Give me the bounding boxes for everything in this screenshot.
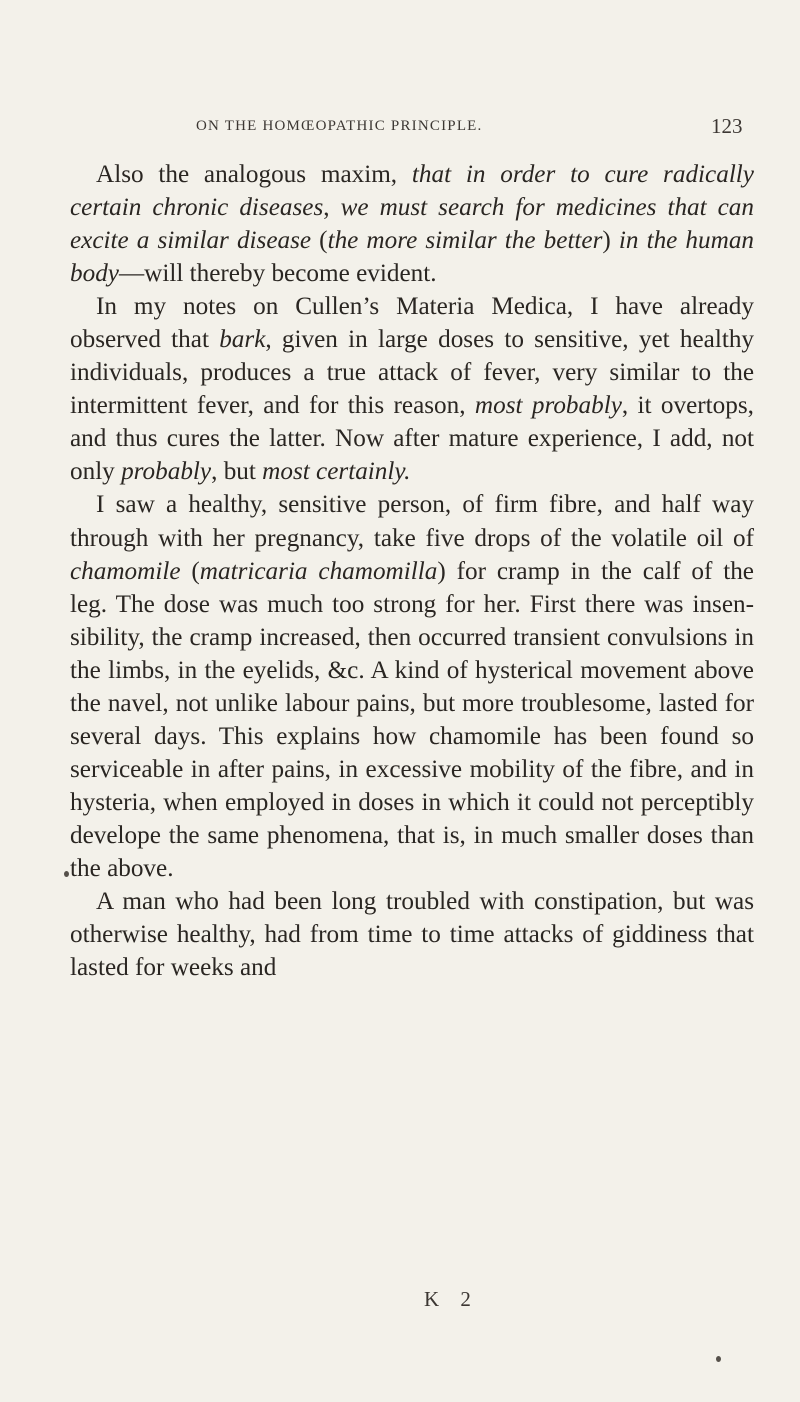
paragraph	[70, 158, 754, 290]
text-run: In my notes on Cullen’s Materia Medica, I have already observed that	[70, 293, 754, 354]
text-run: —will thereby become evident.	[118, 260, 437, 288]
text-run: A man who had been long troubled with constipation, but was otherwise healthy, had from time to time attacks of giddiness that lasted for weeks and	[70, 888, 754, 982]
italic-text: most probably	[474, 392, 622, 420]
body-text	[70, 158, 754, 984]
paragraph	[70, 885, 754, 984]
ink-speck	[716, 1356, 721, 1362]
text-run: )	[602, 227, 619, 255]
paragraph	[70, 290, 754, 488]
italic-text: we must search for medicines that can excite a similar disease	[70, 194, 754, 255]
text-run: ) for cramp in the calf of the leg. The dose was much too strong for her. First there was insensibility, the cramp increased, then occurred transient convulsions in the limbs, in the eyelids, &c. A kind of hysterical movement above the navel, not unlike labour pains, but more troublesome, lasted for several days. This explains how chamomile has been found so serviceable in after pains, in excessive mobility of the fibre, and in hysteria, when employed in doses in which it could not perceptibly develope the same phenomena, that is, in much smaller doses than the above.	[70, 557, 754, 882]
ink-speck	[64, 871, 69, 877]
signature-mark: K 2	[424, 1287, 479, 1311]
text-run: I saw a healthy, sensitive person, of firm fibre, and half way through with her pregnancy, take five drops of the volatile oil of	[70, 491, 754, 552]
text-run: (	[311, 227, 328, 255]
italic-text: matricaria chamomilla	[199, 557, 438, 585]
text-run: , but	[211, 458, 263, 486]
italic-text: that in order to cure radically certain chronic diseases	[70, 161, 754, 222]
italic-text: in the human body	[70, 227, 755, 288]
italic-text: bark	[219, 326, 266, 354]
text-run: ,	[323, 194, 341, 222]
italic-text: chamomile	[70, 557, 181, 585]
italic-text: probably	[121, 458, 212, 486]
text-run: , it overtops, and thus cures the latter. Now after mature experience, I add, not only	[70, 392, 754, 486]
running-head: ON THE HOMŒOPATHIC PRINCIPLE.	[196, 118, 483, 134]
text-run: (	[180, 557, 200, 585]
italic-text: most certainly.	[262, 458, 411, 486]
page-number: 123	[711, 114, 743, 138]
paragraph	[70, 488, 754, 885]
text-run: Also the analogous maxim,	[96, 161, 412, 188]
italic-text: the more similar the better	[327, 227, 603, 255]
text-run: , given in large doses to sensitive, yet healthy individuals, produces a true attack of fever, very similar to the intermittent fever, and for this reason,	[70, 326, 755, 420]
